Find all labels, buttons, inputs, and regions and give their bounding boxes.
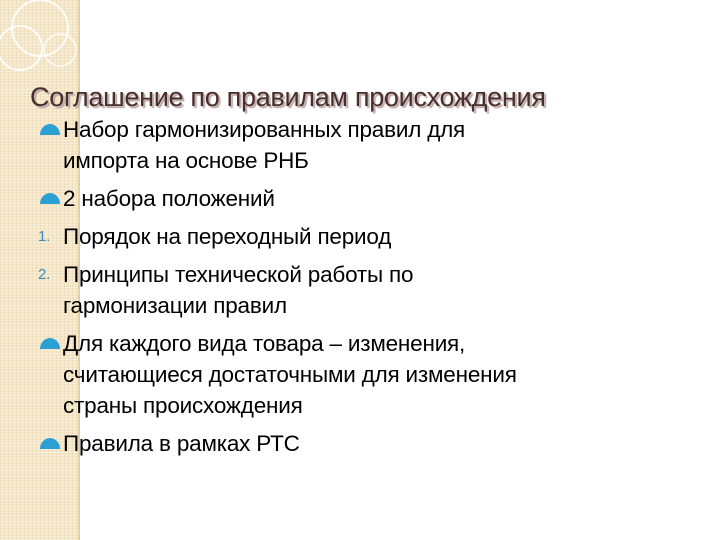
- item-text-line: считающиеся достаточными для изменения: [63, 362, 517, 387]
- item-text-line: страны происхождения: [63, 393, 303, 418]
- list-item: [38, 328, 698, 421]
- bullet-icon: [40, 438, 60, 449]
- item-text-line: Принципы технической работы по: [63, 262, 414, 287]
- content-list: [38, 114, 698, 466]
- item-text-line: Правила в рамках РТС: [63, 431, 300, 456]
- list-item: [38, 259, 698, 321]
- bullet-icon: [40, 338, 60, 349]
- item-text-line: Порядок на переходный период: [63, 224, 392, 249]
- item-text-line: Для каждого вида товара – изменения,: [63, 331, 466, 356]
- item-text-line: 2 набора положений: [63, 186, 275, 211]
- item-text-line: импорта на основе РНБ: [63, 148, 309, 173]
- item-text-line: Набор гармонизированных правил для: [63, 117, 466, 142]
- list-item: [38, 428, 698, 459]
- bullet-icon: [40, 124, 60, 135]
- list-item: [38, 221, 698, 252]
- item-number: 1.: [38, 228, 51, 245]
- item-text-line: гармонизации правил: [63, 293, 287, 318]
- list-item: [38, 114, 698, 176]
- item-number: 2.: [38, 266, 51, 283]
- list-item: [38, 183, 698, 214]
- slide-title: Соглашение по правилам происхождения: [30, 82, 546, 112]
- bullet-icon: [40, 193, 60, 204]
